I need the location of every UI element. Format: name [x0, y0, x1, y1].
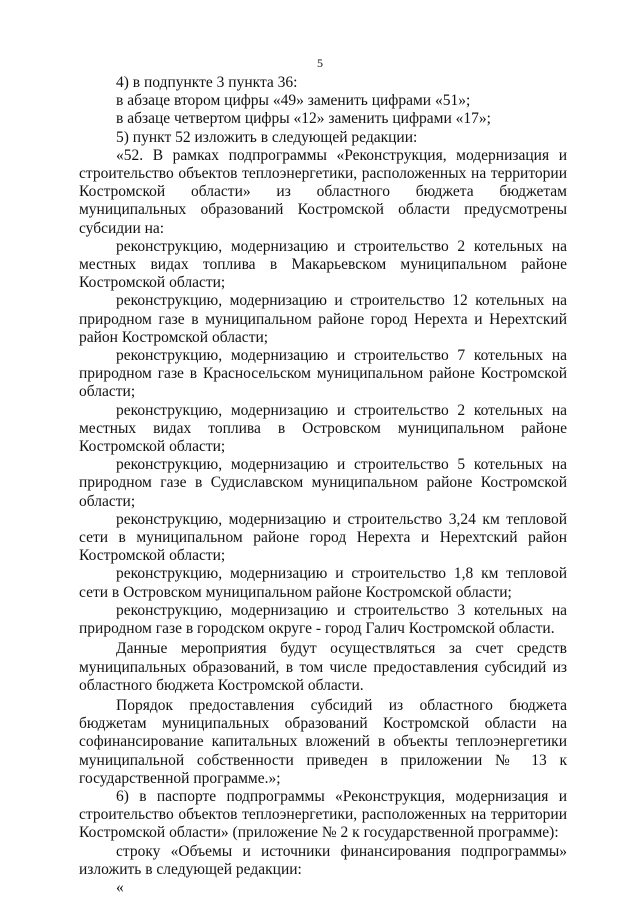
paragraph-subpoint-5: 5) пункт 52 изложить в следующей редакции: — [116, 128, 418, 146]
paragraph-amend-fourth: в абзаце четвертом цифры «12» заменить цифрами «17»; — [116, 110, 491, 128]
paragraph-point-52: «52. В рамках подпрограммы «Реконструкция, модернизация и строительство объектов теплоэнергетики, расположенных на территории Костромской области» из областного бюджета бюджетам муниципальных образований Костромской области предусмотрены субсидии на: — [79, 146, 567, 237]
paragraph-subpoint-4: 4) в подпункте 3 пункта 36: — [116, 74, 298, 91]
document-body — [79, 74, 567, 897]
paragraph-subsidy-nerekhta-network: реконструкцию, модернизацию и строительство 3,24 км тепловой сети в муниципальном районе город Нерехта и Нерехтский район Костромской области; — [79, 510, 567, 565]
paragraph-amend-second: в абзаце втором цифры «49» заменить цифрами «51»; — [116, 92, 471, 110]
paragraph-subpoint-6: 6) в паспорте подпрограммы «Реконструкция, модернизация и строительство объектов теплоэнергетики, расположенных на территории Костромской области» (приложение № 2 к государственной программе): — [79, 787, 567, 842]
paragraph-subsidy-ostrovskoe-boilers: реконструкцию, модернизацию и строительство 2 котельных на местных видах топлива в Островском муниципальном районе Костромской области; — [79, 401, 567, 456]
paragraph-subsidy-makaryev: реконструкцию, модернизацию и строительство 2 котельных на местных видах топлива в Макарьевском муниципальном районе Костромской области; — [79, 237, 567, 292]
paragraph-opening-quote: « — [116, 878, 124, 896]
paragraph-subsidy-ostrovskoe-network: реконструкцию, модернизацию и строительство 1,8 км тепловой сети в Островском муниципальном районе Костромской области; — [79, 565, 567, 601]
paragraph-subsidy-galich: реконструкцию, модернизацию и строительство 3 котельных на природном газе в городском округе - город Галич Костромской области. — [79, 601, 567, 638]
paragraph-funding-row: строку «Объемы и источники финансирования подпрограммы» изложить в следующей редакции: — [79, 842, 567, 878]
page-number: 5 — [317, 56, 323, 70]
paragraph-procedure: Порядок предоставления субсидий из областного бюджета бюджетам муниципальных образований Костромской области на софинансирование капитальных вложений в объекты теплоэнергетики муниципальной собственности приведен в приложении № 13 к государственной программе.»; — [79, 696, 567, 787]
paragraph-funding-sources: Данные мероприятия будут осуществляться за счет средств муниципальных образований, в том числе предоставления субсидий из областного бюджета Костромской области. — [79, 640, 567, 694]
paragraph-subsidy-krasnoe: реконструкцию, модернизацию и строительство 7 котельных на природном газе в Красносельском муниципальном районе Костромской области; — [79, 347, 567, 401]
paragraph-subsidy-nerekhta-boilers: реконструкцию, модернизацию и строительство 12 котельных на природном газе в муниципальном районе город Нерехта и Нерехтский район Костромской области; — [79, 292, 567, 346]
paragraph-subsidy-sudislavl: реконструкцию, модернизацию и строительство 5 котельных на природном газе в Судиславском муниципальном районе Костромской области; — [79, 456, 567, 510]
